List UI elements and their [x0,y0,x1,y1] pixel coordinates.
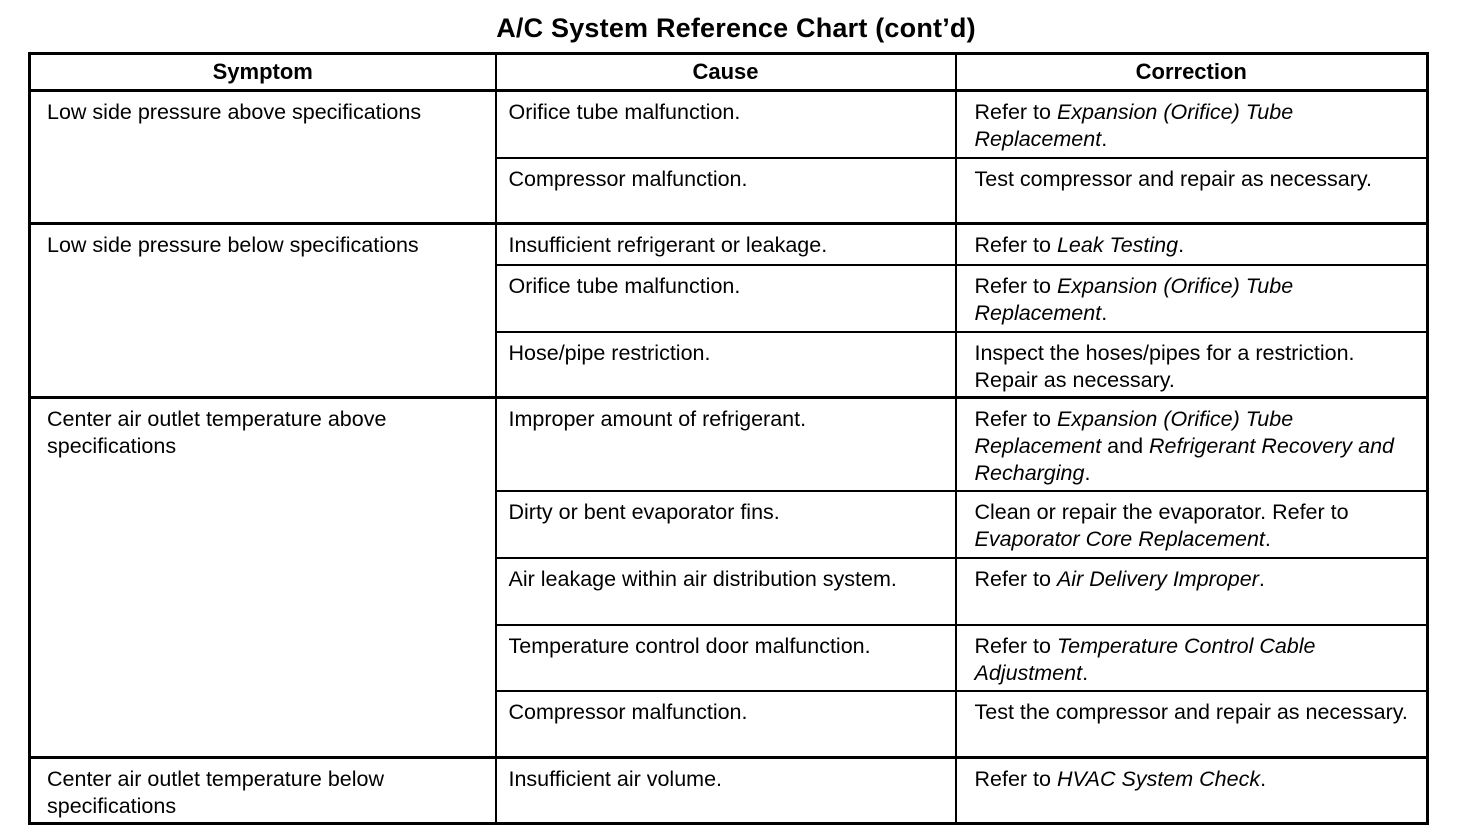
correction-text: . [1101,300,1108,325]
correction-text: Inspect the hoses/pipes for a restriction. Repair as necessary. [974,340,1355,392]
manual-reference: Expansion (Orifice) Tube Replacement [974,407,1294,458]
correction-text: Refer to [974,767,1057,791]
correction-text: Refer to [974,633,1057,658]
correction-text: Refer to [974,233,1057,257]
symptom-cell: Center air outlet temperature above specifications [30,398,496,758]
correction-cell [956,558,1428,625]
correction-text: . [1258,566,1265,591]
correction-cell [956,758,1428,824]
manual-reference: Leak Testing [1056,233,1179,257]
table-row [30,224,1428,265]
correction-cell [956,158,1428,224]
symptom-cell: Low side pressure below specifications [30,224,496,398]
header-row [30,54,1428,91]
cause-cell: Insufficient air volume. [496,758,956,824]
cause-cell: Orifice tube malfunction. [496,91,956,158]
cause-cell: Dirty or bent evaporator fins. [496,491,956,558]
correction-text: . [1178,233,1185,257]
column-header-cause: Cause [496,54,956,91]
correction-cell [956,332,1428,398]
correction-cell [956,224,1428,265]
correction-text: Refer to [974,566,1057,591]
table-row [30,398,1428,491]
manual-reference: HVAC System Check [1056,767,1261,791]
correction-cell [956,491,1428,558]
correction-cell [956,265,1428,332]
manual-reference: Evaporator Core Replacement [974,526,1265,551]
correction-cell [956,398,1428,491]
correction-text: and [1101,434,1150,458]
manual-reference: Expansion (Orifice) Tube Replacement [974,273,1294,325]
correction-text: . [1260,767,1267,791]
table-row [30,758,1428,824]
cause-cell: Compressor malfunction. [496,691,956,758]
correction-cell [956,691,1428,758]
correction-text: Refer to [974,273,1057,298]
cause-cell: Compressor malfunction. [496,158,956,224]
cause-cell: Insufficient refrigerant or leakage. [496,224,956,265]
correction-text: Clean or repair the evaporator. Refer to [974,499,1349,524]
correction-cell [956,625,1428,691]
correction-text: Test the compressor and repair as necessary. [974,699,1408,724]
cause-cell: Orifice tube malfunction. [496,265,956,332]
correction-text: . [1082,660,1089,685]
table-row [30,91,1428,158]
cause-cell: Temperature control door malfunction. [496,625,956,691]
reference-chart-table [28,52,1429,825]
cause-cell: Air leakage within air distribution system. [496,558,956,625]
symptom-cell: Center air outlet temperature below specifications [30,758,496,824]
symptom-cell: Low side pressure above specifications [30,91,496,224]
chart-body [30,91,1428,824]
correction-text: . [1084,461,1091,485]
correction-text: . [1264,526,1271,551]
manual-reference: Expansion (Orifice) Tube Replacement [974,100,1294,151]
manual-reference: Temperature Control Cable Adjustment [974,633,1316,685]
manual-reference: Air Delivery Improper [1056,566,1259,591]
correction-text: Refer to [974,100,1057,124]
correction-cell [956,91,1428,158]
correction-text: . [1101,127,1108,151]
cause-cell: Hose/pipe restriction. [496,332,956,398]
column-header-symptom: Symptom [30,54,496,91]
correction-text: Test compressor and repair as necessary. [974,166,1373,191]
manual-reference: Refrigerant Recovery and Recharging [974,434,1394,485]
column-header-correction: Correction [956,54,1428,91]
correction-text: Refer to [974,407,1057,431]
cause-cell: Improper amount of refrigerant. [496,398,956,491]
page-title: A/C System Reference Chart (cont’d) [496,13,976,43]
